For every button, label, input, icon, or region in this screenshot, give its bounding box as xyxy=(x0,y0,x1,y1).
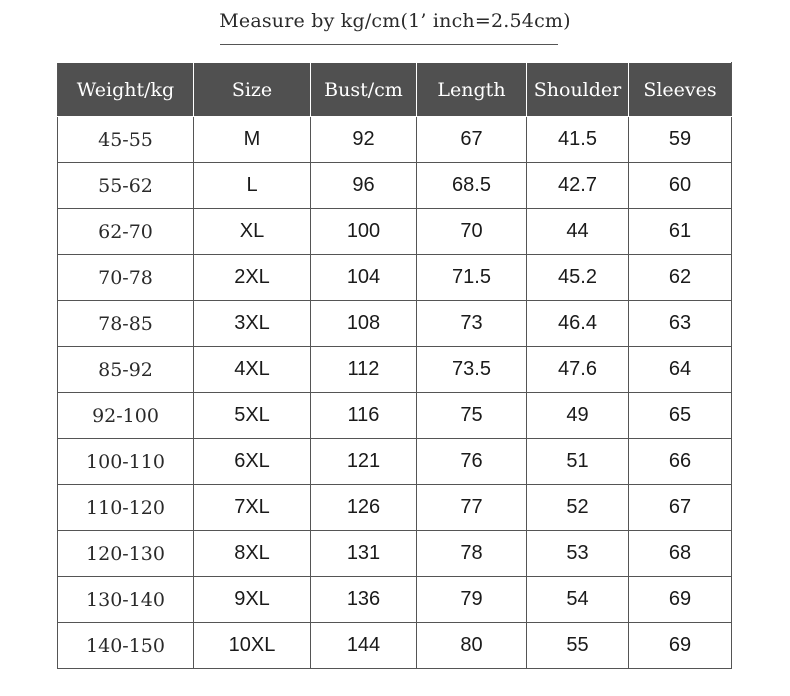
cell-weight: 78-85 xyxy=(58,301,194,347)
cell-weight: 100-110 xyxy=(58,439,194,485)
table-row xyxy=(58,163,732,209)
cell-bust: 112 xyxy=(311,347,417,393)
title-underline xyxy=(220,44,558,45)
cell-weight: 45-55 xyxy=(58,117,194,163)
cell-size: 5XL xyxy=(194,393,311,439)
cell-length: 77 xyxy=(417,485,527,531)
cell-length: 71.5 xyxy=(417,255,527,301)
page-title: Measure by kg/cm(1’ inch=2.54cm) xyxy=(219,10,571,32)
cell-weight: 62-70 xyxy=(58,209,194,255)
cell-shoulder: 52 xyxy=(527,485,629,531)
cell-shoulder: 54 xyxy=(527,577,629,623)
cell-size: 3XL xyxy=(194,301,311,347)
table-row xyxy=(58,301,732,347)
table-row xyxy=(58,255,732,301)
cell-length: 75 xyxy=(417,393,527,439)
cell-bust: 108 xyxy=(311,301,417,347)
table-header xyxy=(58,63,732,117)
cell-length: 70 xyxy=(417,209,527,255)
cell-bust: 104 xyxy=(311,255,417,301)
cell-size: 7XL xyxy=(194,485,311,531)
table-row xyxy=(58,485,732,531)
cell-sleeves: 66 xyxy=(629,439,732,485)
header-row xyxy=(58,63,732,117)
cell-weight: 140-150 xyxy=(58,623,194,669)
cell-bust: 96 xyxy=(311,163,417,209)
cell-weight: 110-120 xyxy=(58,485,194,531)
cell-weight: 70-78 xyxy=(58,255,194,301)
cell-sleeves: 60 xyxy=(629,163,732,209)
cell-sleeves: 69 xyxy=(629,577,732,623)
cell-sleeves: 63 xyxy=(629,301,732,347)
table-row xyxy=(58,117,732,163)
column-header-length: Length xyxy=(417,63,527,117)
table-row xyxy=(58,439,732,485)
cell-shoulder: 41.5 xyxy=(527,117,629,163)
table-row xyxy=(58,393,732,439)
cell-shoulder: 55 xyxy=(527,623,629,669)
column-header-shoulder: Shoulder xyxy=(527,63,629,117)
cell-length: 79 xyxy=(417,577,527,623)
cell-sleeves: 59 xyxy=(629,117,732,163)
cell-weight: 55-62 xyxy=(58,163,194,209)
cell-bust: 136 xyxy=(311,577,417,623)
cell-shoulder: 49 xyxy=(527,393,629,439)
cell-bust: 144 xyxy=(311,623,417,669)
column-header-sleeves: Sleeves xyxy=(629,63,732,117)
table-row xyxy=(58,347,732,393)
column-header-size: Size xyxy=(194,63,311,117)
cell-weight: 130-140 xyxy=(58,577,194,623)
cell-weight: 85-92 xyxy=(58,347,194,393)
cell-length: 73.5 xyxy=(417,347,527,393)
cell-size: 8XL xyxy=(194,531,311,577)
cell-size: 6XL xyxy=(194,439,311,485)
cell-shoulder: 42.7 xyxy=(527,163,629,209)
cell-size: 4XL xyxy=(194,347,311,393)
cell-length: 80 xyxy=(417,623,527,669)
column-header-weight: Weight/kg xyxy=(58,63,194,117)
cell-weight: 120-130 xyxy=(58,531,194,577)
cell-size: XL xyxy=(194,209,311,255)
cell-sleeves: 69 xyxy=(629,623,732,669)
cell-weight: 92-100 xyxy=(58,393,194,439)
column-header-bust: Bust/cm xyxy=(311,63,417,117)
cell-sleeves: 68 xyxy=(629,531,732,577)
cell-sleeves: 64 xyxy=(629,347,732,393)
table-row xyxy=(58,577,732,623)
cell-shoulder: 44 xyxy=(527,209,629,255)
cell-sleeves: 65 xyxy=(629,393,732,439)
cell-length: 76 xyxy=(417,439,527,485)
cell-shoulder: 51 xyxy=(527,439,629,485)
cell-shoulder: 53 xyxy=(527,531,629,577)
table-row xyxy=(58,531,732,577)
cell-sleeves: 67 xyxy=(629,485,732,531)
cell-sleeves: 62 xyxy=(629,255,732,301)
cell-bust: 126 xyxy=(311,485,417,531)
cell-bust: 100 xyxy=(311,209,417,255)
cell-shoulder: 47.6 xyxy=(527,347,629,393)
cell-bust: 116 xyxy=(311,393,417,439)
cell-shoulder: 45.2 xyxy=(527,255,629,301)
cell-length: 73 xyxy=(417,301,527,347)
cell-size: 10XL xyxy=(194,623,311,669)
table-row xyxy=(58,209,732,255)
cell-size: M xyxy=(194,117,311,163)
cell-length: 68.5 xyxy=(417,163,527,209)
size-chart-table xyxy=(57,62,732,669)
cell-sleeves: 61 xyxy=(629,209,732,255)
cell-bust: 92 xyxy=(311,117,417,163)
table-row xyxy=(58,623,732,669)
cell-length: 67 xyxy=(417,117,527,163)
cell-bust: 131 xyxy=(311,531,417,577)
cell-shoulder: 46.4 xyxy=(527,301,629,347)
cell-size: 9XL xyxy=(194,577,311,623)
cell-size: L xyxy=(194,163,311,209)
cell-size: 2XL xyxy=(194,255,311,301)
cell-length: 78 xyxy=(417,531,527,577)
cell-bust: 121 xyxy=(311,439,417,485)
table-body xyxy=(58,117,732,669)
